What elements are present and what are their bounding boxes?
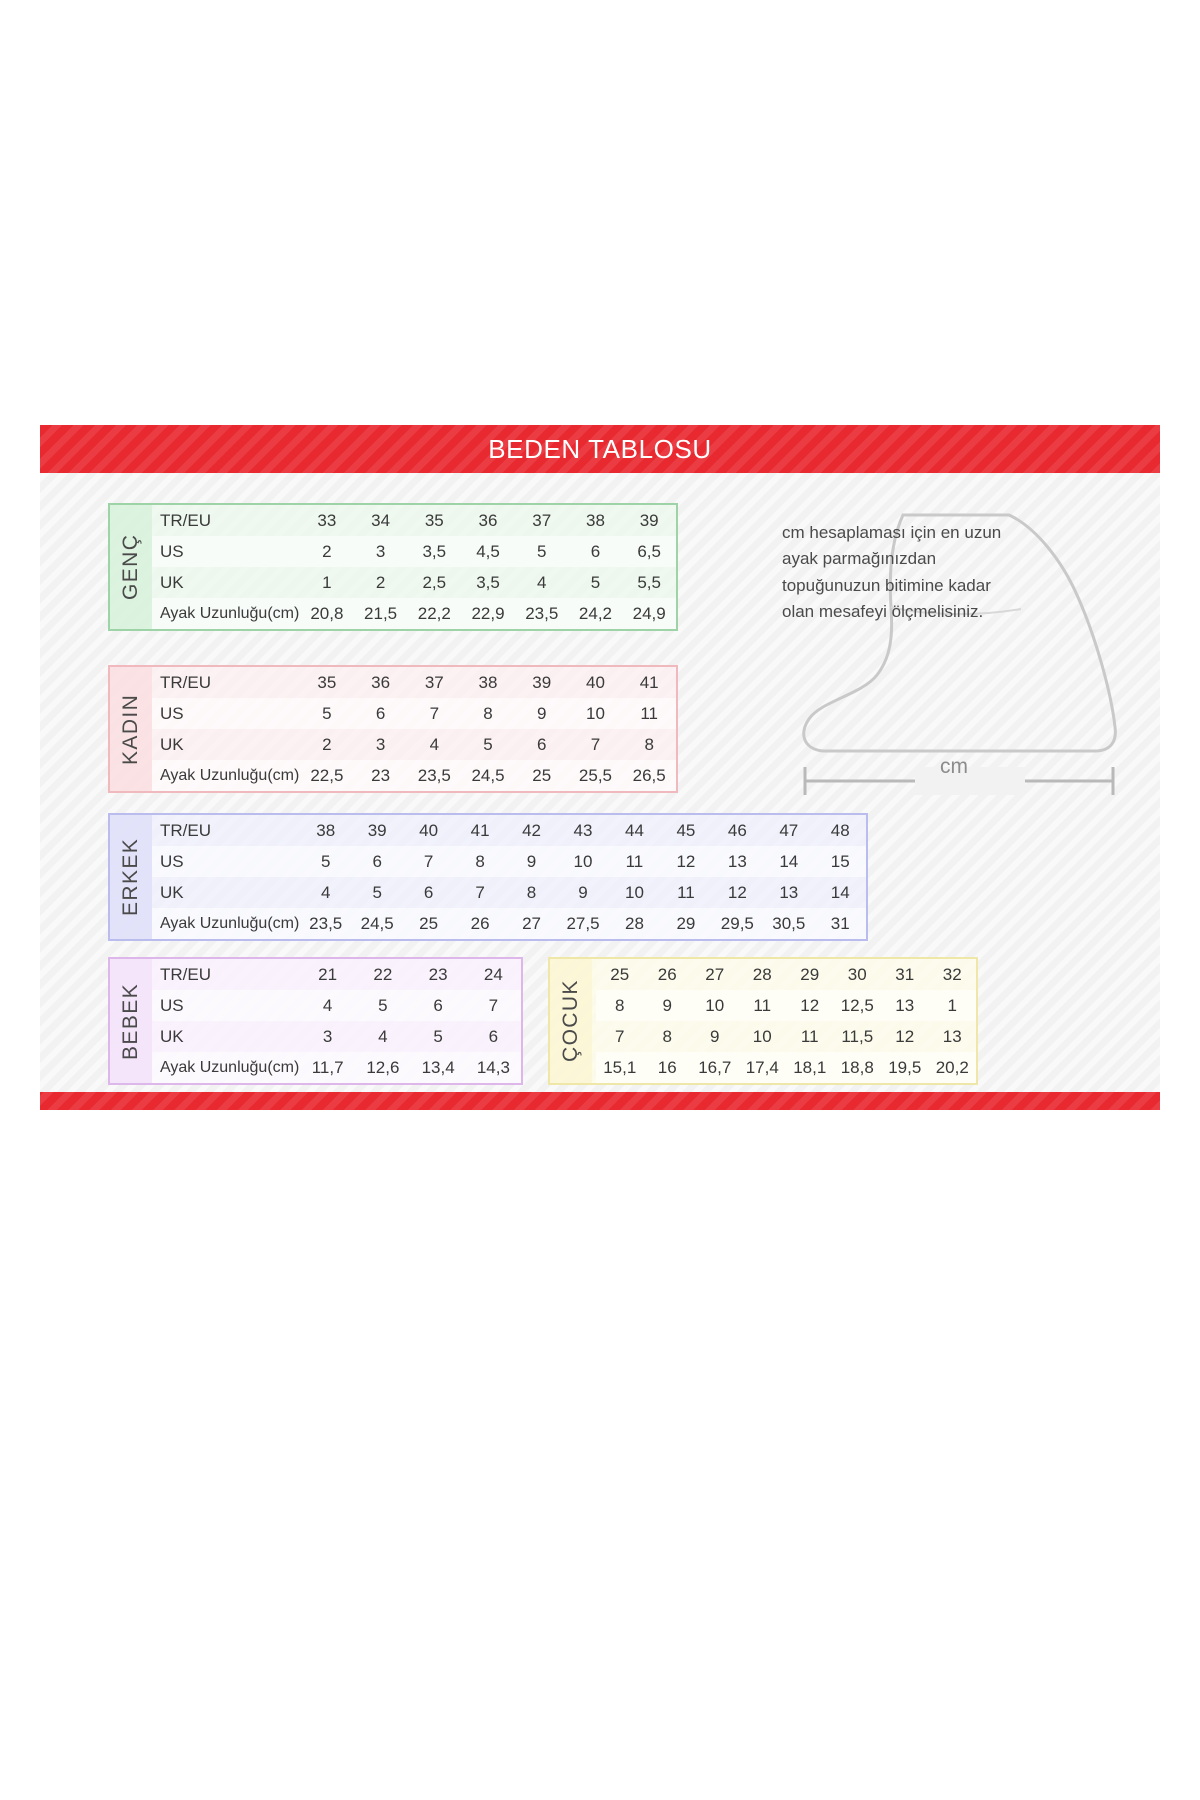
row-label-uk: UK bbox=[160, 1026, 184, 1046]
cell: 44 bbox=[624, 820, 644, 840]
cell: 1 bbox=[947, 995, 957, 1015]
cell: 28 bbox=[752, 964, 772, 984]
size-table-erkek bbox=[152, 815, 866, 939]
cell: 7 bbox=[423, 851, 434, 871]
cell: 3 bbox=[375, 541, 386, 561]
size-block-cocuk bbox=[548, 957, 978, 1085]
table-row bbox=[152, 908, 866, 939]
cell: 29,5 bbox=[720, 913, 754, 933]
size-block-label-erkek: ERKEK bbox=[110, 815, 152, 939]
row-cells bbox=[596, 1058, 976, 1078]
row-cells bbox=[300, 996, 521, 1016]
cell: 24 bbox=[483, 964, 503, 984]
row-label-uk: UK bbox=[160, 882, 184, 902]
cell: 8 bbox=[615, 995, 625, 1015]
row-cells bbox=[300, 542, 676, 562]
cell: 13,4 bbox=[421, 1057, 455, 1077]
cell: 12 bbox=[895, 1026, 915, 1046]
row-cells bbox=[596, 1027, 976, 1047]
cell: 17,4 bbox=[745, 1057, 779, 1077]
cell: 35 bbox=[424, 510, 444, 530]
cell: 2 bbox=[322, 734, 332, 754]
cell: 12 bbox=[800, 995, 820, 1015]
row-cells bbox=[300, 821, 866, 841]
cell: 9 bbox=[710, 1026, 720, 1046]
cell: 9 bbox=[526, 851, 537, 871]
cell: 21,5 bbox=[364, 603, 398, 623]
cell: 5 bbox=[537, 541, 547, 561]
cell: 13 bbox=[942, 1026, 962, 1046]
cell: 28 bbox=[624, 913, 644, 933]
cell: 6 bbox=[372, 851, 382, 871]
cell: 10 bbox=[585, 703, 605, 723]
cell: 5 bbox=[590, 572, 601, 592]
row-label-tr-eu: TR/EU bbox=[160, 820, 211, 840]
row-label-foot-length: Ayak Uzunluğu(cm) bbox=[160, 914, 300, 932]
cell: 14 bbox=[779, 851, 799, 871]
table-row bbox=[596, 959, 976, 990]
cell: 5 bbox=[320, 851, 331, 871]
cell: 6,5 bbox=[637, 541, 661, 561]
cell: 13 bbox=[895, 995, 915, 1015]
cell: 35 bbox=[317, 672, 337, 692]
row-label-tr-eu: TR/EU bbox=[160, 510, 211, 530]
cell: 8 bbox=[644, 734, 654, 754]
cell: 39 bbox=[532, 672, 552, 692]
size-block-genc bbox=[108, 503, 678, 631]
chart-footer-bar bbox=[40, 1092, 1160, 1110]
cell: 11 bbox=[753, 995, 772, 1015]
table-row bbox=[152, 990, 521, 1021]
cell: 7 bbox=[488, 995, 499, 1015]
cell: 22,9 bbox=[471, 603, 505, 623]
cell: 12,6 bbox=[366, 1057, 400, 1077]
cell: 37 bbox=[424, 672, 444, 692]
cell: 6 bbox=[423, 882, 434, 902]
row-label-us: US bbox=[160, 995, 184, 1015]
measure-instructions: cm hesaplaması için en uzun ayak parmağınızdan topuğunuzun bitimine kadar olan mesafeyi ölçmelisiniz. bbox=[782, 523, 1002, 622]
table-row bbox=[596, 1052, 976, 1083]
cell: 25 bbox=[419, 913, 439, 933]
cell: 36 bbox=[371, 672, 391, 692]
cell: 7 bbox=[429, 703, 440, 723]
cell: 25,5 bbox=[578, 765, 612, 785]
cell: 37 bbox=[532, 510, 552, 530]
table-row bbox=[152, 846, 866, 877]
cell: 20,2 bbox=[935, 1057, 969, 1077]
cell: 11 bbox=[677, 882, 695, 902]
cell: 46 bbox=[727, 820, 747, 840]
row-label-foot-length: Ayak Uzunluğu(cm) bbox=[160, 604, 300, 622]
cell: 24,5 bbox=[360, 913, 394, 933]
cell: 3,5 bbox=[476, 572, 500, 592]
cell: 36 bbox=[478, 510, 498, 530]
cell: 25 bbox=[532, 765, 552, 785]
cell: 9 bbox=[662, 995, 672, 1015]
row-label-foot-length: Ayak Uzunluğu(cm) bbox=[160, 766, 300, 784]
cell: 40 bbox=[419, 820, 439, 840]
cell: 48 bbox=[830, 820, 850, 840]
table-row bbox=[152, 567, 676, 598]
cell: 16 bbox=[657, 1057, 677, 1077]
cell: 10 bbox=[573, 851, 593, 871]
cell: 10 bbox=[705, 995, 725, 1015]
row-cells bbox=[596, 996, 976, 1016]
cell: 2 bbox=[322, 541, 332, 561]
cell: 7 bbox=[615, 1026, 625, 1046]
cell: 38 bbox=[316, 820, 336, 840]
cell: 27 bbox=[522, 913, 541, 933]
cell: 11,7 bbox=[311, 1057, 344, 1077]
size-block-label-kadin: KADIN bbox=[110, 667, 152, 791]
cell: 26 bbox=[470, 913, 490, 933]
size-block-label-genc: GENÇ bbox=[110, 505, 152, 629]
cell: 12 bbox=[676, 851, 696, 871]
cell: 8 bbox=[526, 882, 537, 902]
cell: 11 bbox=[800, 1026, 819, 1046]
cell: 47 bbox=[779, 820, 799, 840]
cell: 6 bbox=[590, 541, 601, 561]
cell: 6 bbox=[375, 703, 386, 723]
size-block-erkek bbox=[108, 813, 868, 941]
cell: 16,7 bbox=[698, 1057, 732, 1077]
size-table-bebek bbox=[152, 959, 521, 1083]
cell: 13 bbox=[727, 851, 747, 871]
cell: 26 bbox=[657, 964, 677, 984]
cell: 38 bbox=[585, 510, 605, 530]
row-cells bbox=[300, 604, 676, 624]
row-label-us: US bbox=[160, 703, 184, 723]
cell: 32 bbox=[942, 964, 962, 984]
row-label-us: US bbox=[160, 541, 184, 561]
cell: 45 bbox=[676, 820, 696, 840]
cell: 3 bbox=[322, 1026, 333, 1046]
cell: 8 bbox=[662, 1026, 672, 1046]
cell: 30,5 bbox=[772, 913, 806, 933]
row-cells bbox=[300, 1027, 521, 1047]
cell: 22 bbox=[373, 964, 393, 984]
cell: 25 bbox=[610, 964, 630, 984]
cell: 1 bbox=[322, 572, 332, 592]
cell: 39 bbox=[639, 510, 659, 530]
cm-label: cm bbox=[940, 755, 968, 778]
cell: 34 bbox=[371, 510, 391, 530]
cell: 41 bbox=[639, 672, 659, 692]
size-table-genc bbox=[152, 505, 676, 629]
cell: 20,8 bbox=[310, 603, 344, 623]
table-row bbox=[152, 1021, 521, 1052]
cell: 9 bbox=[578, 882, 588, 902]
row-cells bbox=[300, 965, 521, 985]
row-label-uk: UK bbox=[160, 572, 184, 592]
cell: 11 bbox=[640, 703, 658, 723]
table-row bbox=[152, 536, 676, 567]
cell: 42 bbox=[522, 820, 541, 840]
cell: 21 bbox=[318, 964, 338, 984]
table-row bbox=[152, 959, 521, 990]
size-table-cocuk bbox=[592, 959, 976, 1083]
cell: 7 bbox=[475, 882, 485, 902]
cell: 5 bbox=[322, 703, 332, 723]
cell: 5 bbox=[483, 734, 493, 754]
cell: 4 bbox=[322, 995, 333, 1015]
cell: 4,5 bbox=[476, 541, 500, 561]
size-block-bebek bbox=[108, 957, 523, 1085]
cell: 4 bbox=[537, 572, 547, 592]
cell: 12,5 bbox=[840, 995, 874, 1015]
cell: 23 bbox=[428, 964, 448, 984]
row-label-us: US bbox=[160, 851, 184, 871]
cell: 26,5 bbox=[632, 765, 666, 785]
size-chart-card bbox=[40, 425, 1160, 1110]
cell: 38 bbox=[478, 672, 498, 692]
cell: 14,3 bbox=[476, 1057, 510, 1077]
cell: 3 bbox=[375, 734, 386, 754]
cell: 33 bbox=[317, 510, 337, 530]
cell: 43 bbox=[573, 820, 593, 840]
cell: 23,5 bbox=[525, 603, 559, 623]
row-cells bbox=[300, 573, 676, 593]
cell: 11,5 bbox=[841, 1026, 874, 1046]
cell: 29 bbox=[800, 964, 820, 984]
row-label-uk: UK bbox=[160, 734, 184, 754]
cell: 22,5 bbox=[310, 765, 344, 785]
cell: 13 bbox=[779, 882, 799, 902]
table-row bbox=[152, 760, 676, 791]
cell: 24,9 bbox=[632, 603, 666, 623]
cell: 2 bbox=[375, 572, 386, 592]
row-cells bbox=[596, 965, 976, 985]
table-row bbox=[152, 877, 866, 908]
row-cells bbox=[300, 735, 676, 755]
cell: 11 bbox=[625, 851, 644, 871]
page-title: BEDEN TABLOSU bbox=[488, 433, 712, 464]
cell: 41 bbox=[470, 820, 490, 840]
row-cells bbox=[300, 511, 676, 531]
size-block-label-bebek: BEBEK bbox=[110, 959, 152, 1083]
table-row bbox=[152, 698, 676, 729]
cell: 19,5 bbox=[888, 1057, 922, 1077]
cell: 27,5 bbox=[566, 913, 600, 933]
row-cells bbox=[300, 1058, 521, 1078]
cell: 8 bbox=[483, 703, 493, 723]
cell: 10 bbox=[624, 882, 644, 902]
table-row bbox=[596, 1021, 976, 1052]
cell: 5 bbox=[372, 882, 382, 902]
cell: 4 bbox=[429, 734, 440, 754]
table-row bbox=[152, 729, 676, 760]
cell: 27 bbox=[705, 964, 725, 984]
cell: 18,8 bbox=[840, 1057, 874, 1077]
cell: 23,5 bbox=[309, 913, 343, 933]
table-row bbox=[152, 667, 676, 698]
row-cells bbox=[300, 883, 866, 903]
cell: 18,1 bbox=[793, 1057, 827, 1077]
table-row bbox=[152, 1052, 521, 1083]
cell: 5 bbox=[378, 995, 388, 1015]
cell: 4 bbox=[378, 1026, 388, 1046]
row-cells bbox=[300, 766, 676, 786]
cell: 10 bbox=[752, 1026, 772, 1046]
table-row bbox=[596, 990, 976, 1021]
cell: 6 bbox=[488, 1026, 499, 1046]
cell: 6 bbox=[433, 995, 443, 1015]
cell: 23 bbox=[371, 765, 391, 785]
cell: 5,5 bbox=[637, 572, 661, 592]
table-row bbox=[152, 505, 676, 536]
row-cells bbox=[300, 673, 676, 693]
cell: 30 bbox=[847, 964, 867, 984]
cell: 29 bbox=[676, 913, 696, 933]
cell: 14 bbox=[830, 882, 850, 902]
size-block-kadin bbox=[108, 665, 678, 793]
cell: 4 bbox=[320, 882, 331, 902]
cell: 23,5 bbox=[417, 765, 451, 785]
chart-title-bar bbox=[40, 425, 1160, 473]
size-block-label-cocuk: ÇOCUK bbox=[550, 959, 592, 1083]
cell: 24,5 bbox=[471, 765, 505, 785]
cell: 31 bbox=[830, 913, 850, 933]
cell: 39 bbox=[367, 820, 387, 840]
cell: 3,5 bbox=[422, 541, 447, 561]
cell: 24,2 bbox=[578, 603, 612, 623]
cell: 22,2 bbox=[417, 603, 451, 623]
row-cells bbox=[300, 914, 866, 934]
cell: 6 bbox=[537, 734, 547, 754]
size-table-kadin bbox=[152, 667, 676, 791]
row-cells bbox=[300, 704, 676, 724]
cell: 2,5 bbox=[422, 572, 447, 592]
cell: 5 bbox=[433, 1026, 443, 1046]
cell: 40 bbox=[585, 672, 605, 692]
cell: 15 bbox=[830, 851, 850, 871]
cell: 8 bbox=[475, 851, 485, 871]
cell: 15,1 bbox=[603, 1057, 637, 1077]
table-row bbox=[152, 598, 676, 629]
row-label-tr-eu: TR/EU bbox=[160, 964, 211, 984]
cell: 31 bbox=[895, 964, 915, 984]
row-cells bbox=[300, 852, 866, 872]
cell: 7 bbox=[590, 734, 601, 754]
row-label-foot-length: Ayak Uzunluğu(cm) bbox=[160, 1058, 300, 1076]
cell: 9 bbox=[537, 703, 547, 723]
row-label-tr-eu: TR/EU bbox=[160, 672, 211, 692]
table-row bbox=[152, 815, 866, 846]
cell: 12 bbox=[727, 882, 747, 902]
